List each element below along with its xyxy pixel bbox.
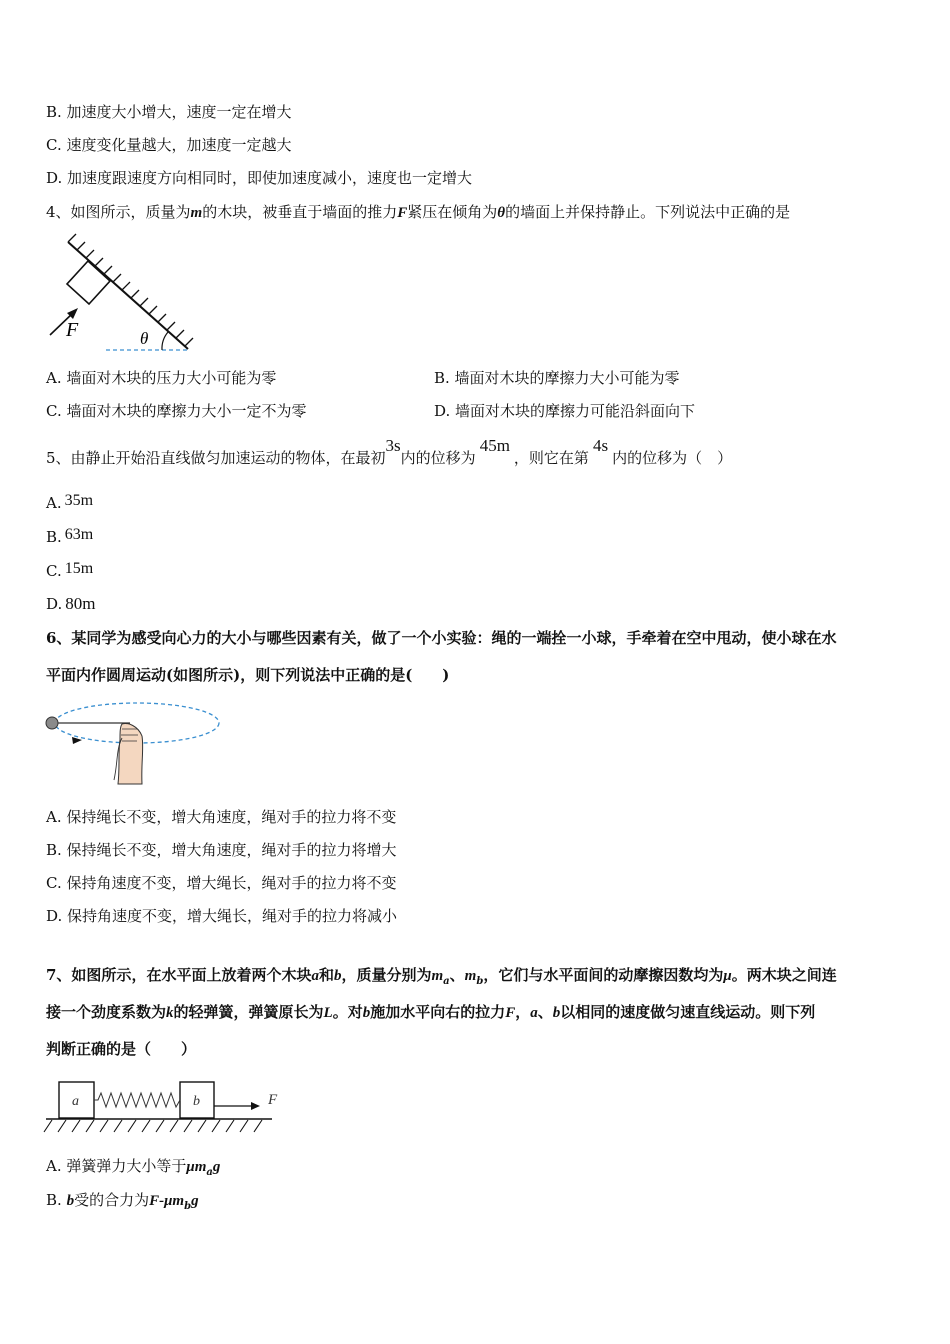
q7-option-a-subscript: a (206, 1167, 213, 1178)
q7-stem-line3: 判断正确的是（ ） (46, 1040, 197, 1058)
q5-stem-text: 5、由静止开始沿直线做匀加速运动的物体，在最初 (46, 449, 386, 467)
q4-stem (46, 201, 790, 224)
q5-option-c (46, 560, 93, 583)
q7-var-mb: m (464, 968, 477, 984)
q7-var-k: k (166, 1005, 174, 1021)
q7-stem-text: 施加水平向右的拉力 (370, 1003, 506, 1021)
q7-stem-text: ， (515, 1003, 531, 1021)
q7-stem-text: ，质量分别为 (341, 966, 432, 984)
q7-var-f: F (505, 1005, 516, 1021)
q7-stem-text: 的轻弹簧，弹簧原长为 (173, 1003, 324, 1021)
q7-stem-text: 和 (318, 966, 334, 984)
q4-inclined-wall-diagram (40, 232, 200, 362)
q7-var-ma-subscript: a (443, 976, 450, 987)
q5-option-a-label: A. (46, 494, 62, 512)
q4-stem-text: 紧压在倾角为 (407, 203, 498, 221)
q7-stem-text: 以相同的速度做匀速直线运动。则下列 (560, 1003, 816, 1021)
q6-option-b: B. 保持绳长不变，增大角速度，绳对手的拉力将增大 (46, 841, 397, 859)
q5-option-d (46, 593, 96, 615)
q7-var-mu: μ (723, 968, 732, 984)
q5-stem-text: 内的位移为 (400, 449, 476, 467)
q7-var-b: b (552, 1005, 561, 1021)
q5-time-fourth: 4s (592, 436, 609, 455)
q7-var-a: a (311, 968, 319, 984)
q7-var-a: a (530, 1005, 538, 1021)
q7-option-a-expr: μm (186, 1159, 207, 1175)
q7-fig-block-a-label: a (72, 1094, 79, 1109)
q7-option-b-text: 受的合力为 (74, 1191, 150, 1209)
q7-option-b (46, 1189, 199, 1218)
q7-fig-block-b-label: b (193, 1094, 200, 1109)
q4-var-f: F (397, 205, 408, 221)
q5-option-c-value: 15m (64, 560, 94, 577)
q5-option-b-value: 63m (64, 526, 94, 543)
q7-option-b-expr: F-μm (149, 1193, 185, 1209)
q4-option-d: D. 墙面对木块的摩擦力可能沿斜面向下 (434, 402, 696, 420)
q7-option-b-text: B. (46, 1191, 67, 1209)
q7-var-mb-subscript: b (476, 976, 484, 987)
q7-stem-line1 (46, 964, 837, 993)
q5-stem-text: ，则它在第 (513, 449, 589, 467)
q4-option-a: A. 墙面对木块的压力大小可能为零 (46, 369, 277, 387)
q6-option-c: C. 保持角速度不变，增大绳长，绳对手的拉力将不变 (46, 874, 397, 892)
q4-fig-force-label: F (66, 319, 79, 341)
q7-option-a-text: A. 弹簧弹力大小等于 (46, 1157, 187, 1175)
q7-var-ma: m (431, 968, 444, 984)
q5-option-c-label: C. (46, 562, 62, 580)
q4-var-m: m (190, 205, 203, 221)
q5-stem (46, 436, 733, 469)
q7-option-b-subscript: b (184, 1201, 192, 1212)
q7-stem-text: 、 (537, 1003, 553, 1021)
q7-stem-text: 。两木块之间连 (731, 966, 837, 984)
q6-stem-line1: 6、某同学为感受向心力的大小与哪些因素有关，做了一个小实验：绳的一端拴一小球，手牵着在空中甩动，使小球在水 (46, 629, 837, 647)
q5-option-b-label: B. (46, 528, 62, 546)
q7-fig-force-label: F (268, 1092, 278, 1108)
q7-var-b: b (362, 1005, 371, 1021)
q3-option-d: D. 加速度跟速度方向相同时，即使加速度减小，速度也一定增大 (46, 169, 473, 187)
q5-displacement: 45m (479, 436, 510, 455)
q7-stem-line2 (46, 1001, 815, 1024)
q7-option-b-var-b: b (66, 1193, 75, 1209)
q5-option-a-value: 35m (64, 492, 94, 509)
q7-stem-text: ，它们与水平面间的动摩擦因数均为 (483, 966, 724, 984)
q5-stem-text: 内的位移为（ ） (612, 449, 733, 467)
q7-var-l: L (323, 1005, 333, 1021)
q7-stem-text: 7、如图所示，在水平面上放着两个木块 (46, 966, 312, 984)
q4-option-b: B. 墙面对木块的摩擦力大小可能为零 (434, 369, 680, 387)
q4-stem-text: 的墙面上并保持静止。下列说法中正确的是 (505, 203, 791, 221)
q5-option-a (46, 492, 93, 515)
q6-option-d: D. 保持角速度不变，增大绳长，绳对手的拉力将减小 (46, 907, 398, 925)
q4-stem-text: 的木块，被垂直于墙面的推力 (202, 203, 398, 221)
q7-option-b-g: g (191, 1193, 199, 1209)
q5-time-first: 3s (385, 436, 401, 455)
q4-fig-angle-label: θ (140, 329, 149, 348)
q7-stem-text: 接一个劲度系数为 (46, 1003, 167, 1021)
q6-circular-motion-diagram (42, 696, 232, 786)
q6-stem-line2: 平面内作圆周运动(如图所示)，则下列说法中正确的是( ) (46, 666, 450, 684)
q4-var-theta: θ (497, 205, 506, 221)
q6-option-a: A. 保持绳长不变，增大角速度，绳对手的拉力将不变 (46, 808, 397, 826)
q3-option-b: B. 加速度大小增大，速度一定在增大 (46, 103, 292, 121)
q7-spring-blocks-diagram (44, 1078, 294, 1138)
q7-stem-text: 、 (449, 966, 465, 984)
q7-stem-text: 。对 (332, 1003, 363, 1021)
q3-option-c: C. 速度变化量越大，加速度一定越大 (46, 136, 292, 154)
q5-option-d-value: 80m (65, 594, 96, 613)
q4-stem-text: 4、如图所示，质量为 (46, 203, 191, 221)
q4-option-c: C. 墙面对木块的摩擦力大小一定不为零 (46, 402, 307, 420)
q7-option-a (46, 1155, 220, 1184)
q7-option-a-g: g (212, 1159, 221, 1175)
q5-option-b (46, 526, 93, 549)
q5-option-d-label: D. (46, 595, 63, 613)
q7-var-b: b (333, 968, 342, 984)
